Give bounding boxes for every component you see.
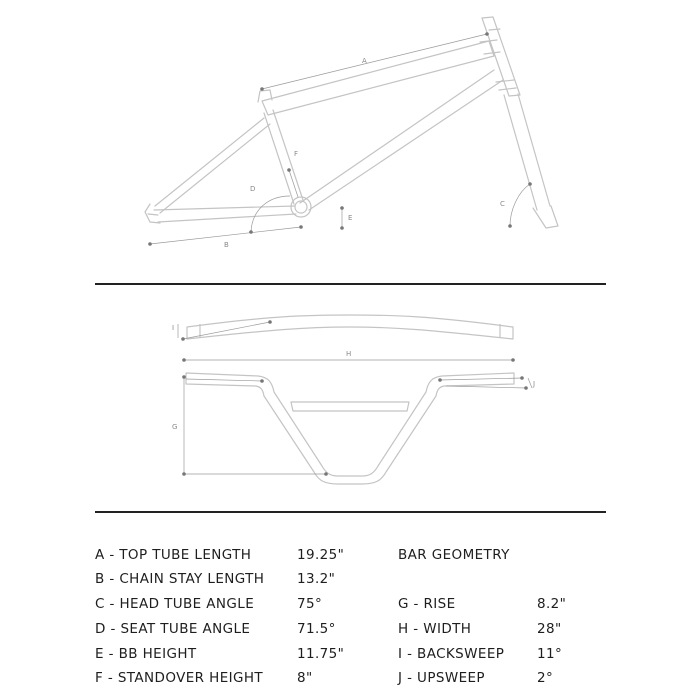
spec-label-g: G - RISE [398,596,456,612]
spec-value-a: 19.25" [297,547,345,563]
spec-value-h: 28" [537,621,562,637]
spec-value-e: 11.75" [297,646,345,662]
frame-dimension-dots [148,32,532,246]
spec-label-j: J - UPSWEEP [398,670,485,686]
label-f: F [294,150,299,158]
label-d: D [250,185,256,193]
spec-label-c: C - HEAD TUBE ANGLE [95,596,255,612]
label-e: E [348,214,353,222]
bar-front-view-drawing [186,373,514,484]
spec-label-f: F - STANDOVER HEIGHT [95,670,264,686]
spec-value-g: 8.2" [537,596,567,612]
spec-value-f: 8" [297,670,313,686]
label-i: I [172,324,175,332]
spec-value-d: 71.5° [297,621,336,637]
spec-value-c: 75° [297,596,323,612]
bar-top-view-drawing [187,315,513,339]
bar-front-dimensions [182,375,532,476]
label-h: H [346,350,352,358]
label-g: G [172,423,178,431]
label-a: A [362,57,367,65]
frame-dimension-lines [150,34,530,244]
label-c: C [500,200,505,208]
bar-geometry-title: BAR GEOMETRY [398,547,510,563]
label-j: J [533,380,536,388]
bar-top-dimension [178,320,272,341]
spec-value-i: 11° [537,646,563,662]
spec-value-j: 2° [537,670,554,686]
spec-label-d: D - SEAT TUBE ANGLE [95,621,251,637]
spec-label-a: A - TOP TUBE LENGTH [95,547,252,563]
bar-width-dimension [182,358,515,362]
spec-label-e: E - BB HEIGHT [95,646,197,662]
bar-dimension-labels [172,324,535,431]
label-b: B [224,241,229,249]
spec-label-h: H - WIDTH [398,621,472,637]
spec-label-i: I - BACKSWEEP [398,646,505,662]
spec-label-b: B - CHAIN STAY LENGTH [95,571,265,587]
frame-dimension-labels [224,57,505,249]
bike-frame-drawing [145,17,558,228]
spec-value-b: 13.2" [297,571,336,587]
